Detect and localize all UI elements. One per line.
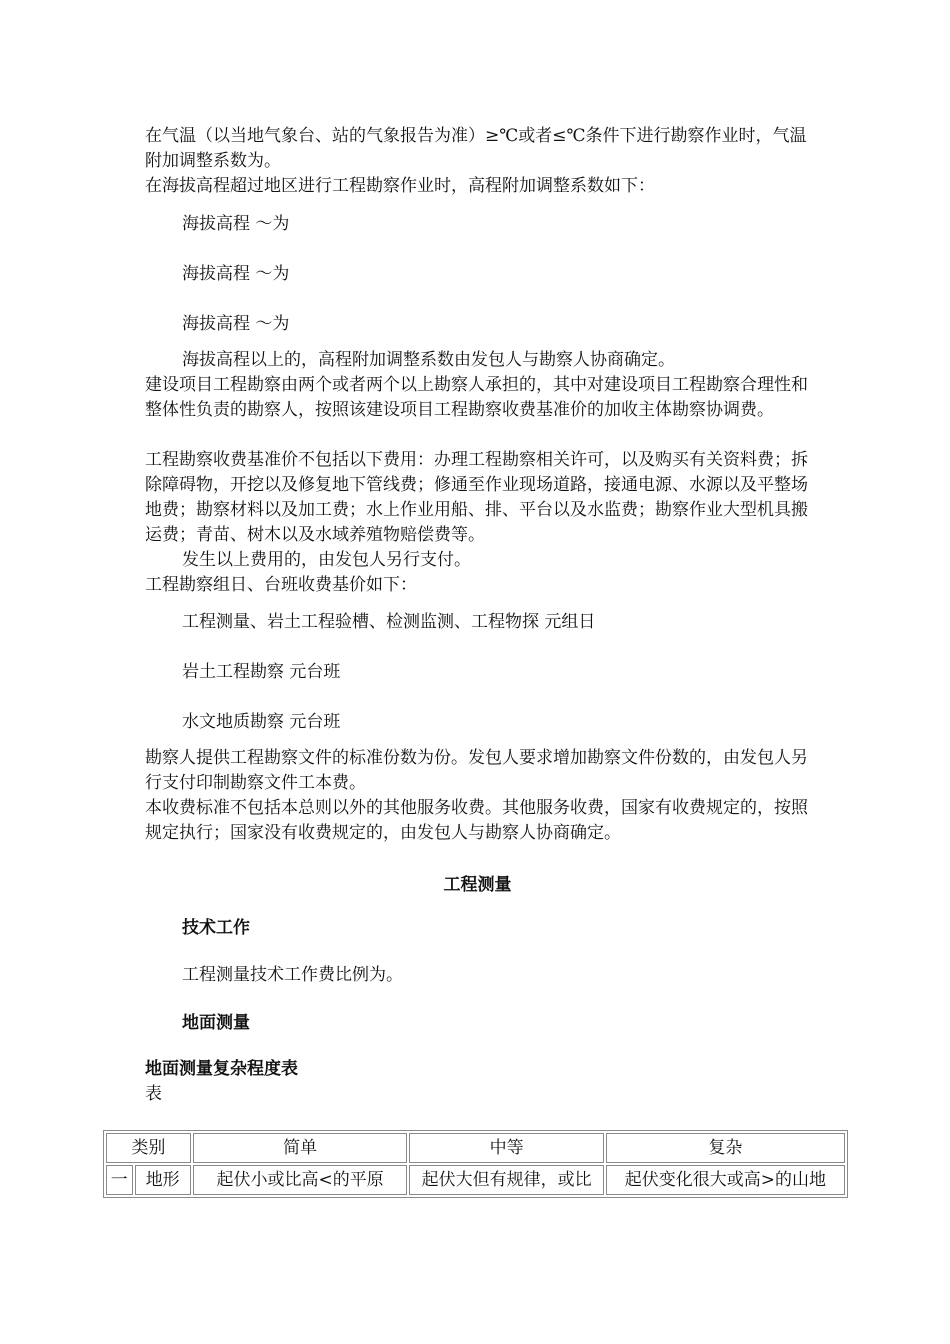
altitude-item-3: 海拔高程 ～为 xyxy=(182,314,290,334)
fee-item-1: 工程测量、岩土工程验槽、检测监测、工程物探 元组日 xyxy=(182,612,596,632)
paragraph-excluded-fees: 工程勘察收费基准价不包括以下费用：办理工程勘察相关许可，以及购买有关资料费；拆除障碍物，开挖以及修复地下管线费；修通至作业现场道路，接通电源、水源以及平整场地费；勘察材料以及加工费；水上作业用船、排、平台以及水监费；勘察作业大型机具搬运费；青苗、树木以及水域养殖物赔偿费等。 xyxy=(145,450,808,545)
paragraph-other-services: 本收费标准不包括本总则以外的其他服务收费。其他服务收费，国家有收费规定的，按照规定执行；国家没有收费规定的，由发包人与勘察人协商确定。 xyxy=(145,798,808,843)
technical-text: 工程测量技术工作费比例为。 xyxy=(182,965,403,985)
table-title: 地面测量复杂程度表 xyxy=(145,1059,298,1079)
table-row xyxy=(106,1165,845,1195)
table-label: 表 xyxy=(145,1084,162,1104)
row-number: 一 xyxy=(106,1165,133,1195)
paragraph-copies: 勘察人提供工程勘察文件的标准份数为份。发包人要求增加勘察文件份数的，由发包人另行支付印制勘察文件工本费。 xyxy=(145,748,808,793)
altitude-item-2: 海拔高程 ～为 xyxy=(182,264,290,284)
fee-item-3: 水文地质勘察 元台班 xyxy=(182,712,341,732)
subsection-ground: 地面测量 xyxy=(182,1013,250,1033)
subsection-technical: 技术工作 xyxy=(182,918,250,938)
paragraph-extra-pay: 发生以上费用的，由发包人另行支付。 xyxy=(182,550,471,570)
header-category: 类别 xyxy=(106,1133,191,1163)
header-complex: 复杂 xyxy=(606,1133,845,1163)
cell-complex: 起伏变化很大或高>的山地 xyxy=(606,1165,845,1195)
paragraph-temperature: 在气温（以当地气象台、站的气象报告为准）≥℃或者≤℃条件下进行勘察作业时，气温附加调整系数为。 xyxy=(145,126,807,171)
complexity-table xyxy=(103,1130,848,1198)
paragraph-base-price: 工程勘察组日、台班收费基价如下： xyxy=(145,575,417,595)
header-simple: 简单 xyxy=(193,1133,408,1163)
fee-item-2: 岩土工程勘察 元台班 xyxy=(182,662,341,682)
paragraph-altitude-intro: 在海拔高程超过地区进行工程勘察作业时，高程附加调整系数如下： xyxy=(145,176,655,196)
altitude-item-1: 海拔高程 ～为 xyxy=(182,214,290,234)
header-medium: 中等 xyxy=(409,1133,603,1163)
row-type: 地形 xyxy=(135,1165,191,1195)
paragraph-coordination: 建设项目工程勘察由两个或者两个以上勘察人承担的，其中对建设项目工程勘察合理性和整体性负责的勘察人，按照该建设项目工程勘察收费基准价的加收主体勘察协调费。 xyxy=(145,375,808,420)
cell-simple: 起伏小或比高<的平原 xyxy=(193,1165,408,1195)
section-title: 工程测量 xyxy=(443,875,512,895)
cell-medium: 起伏大但有规律，或比 xyxy=(409,1165,603,1195)
altitude-item-4: 海拔高程以上的，高程附加调整系数由发包人与勘察人协商确定。 xyxy=(182,350,675,370)
table-header-row xyxy=(106,1133,845,1163)
